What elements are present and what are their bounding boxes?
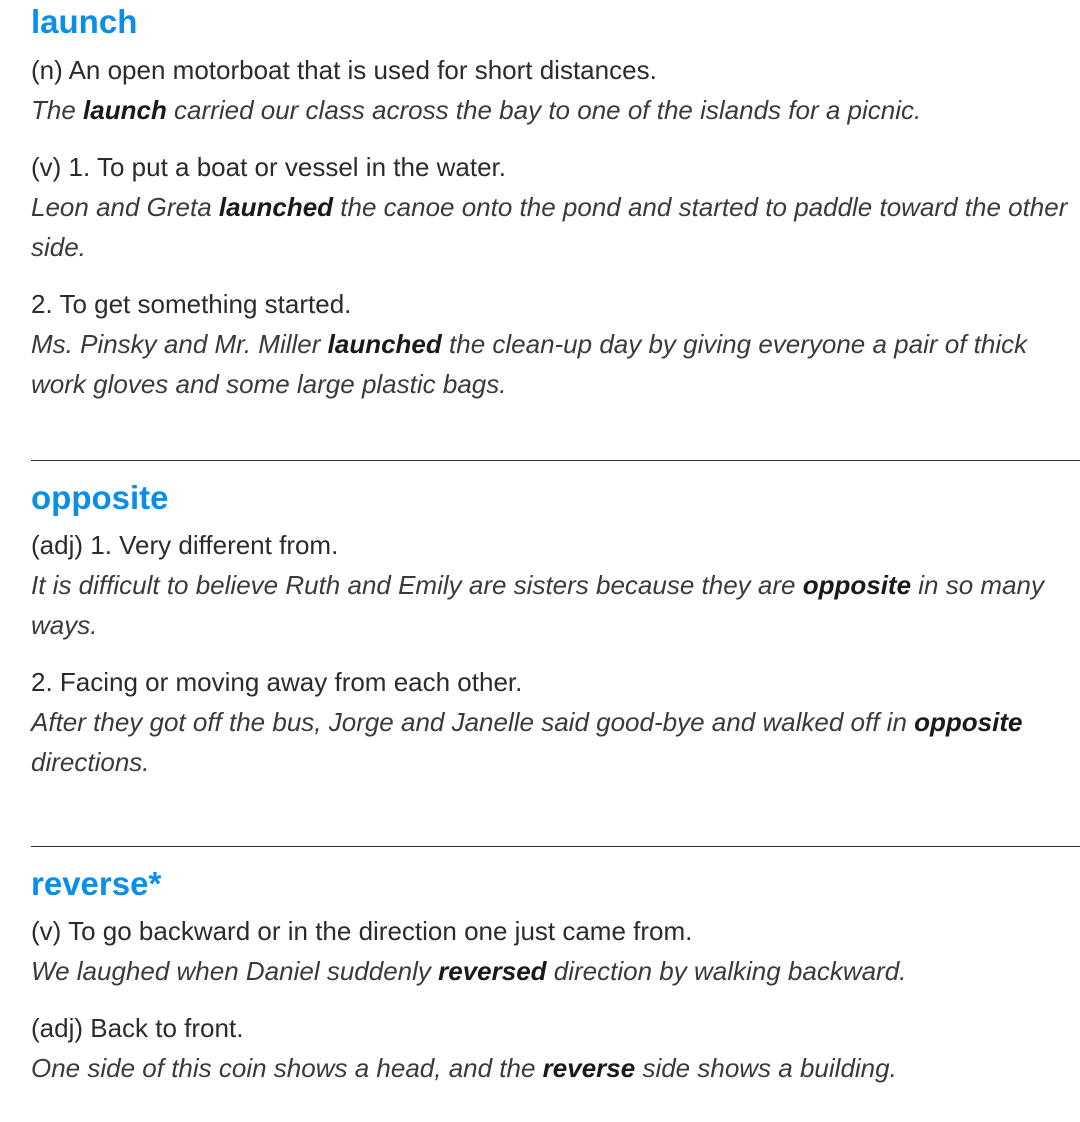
entry-reverse xyxy=(31,864,1071,1083)
example-keyword: launched xyxy=(218,192,334,222)
example-sentence xyxy=(31,90,1071,130)
example-sentence xyxy=(31,951,1071,991)
definition: (v) 1. To put a boat or vessel in the water. xyxy=(31,152,506,182)
entry-opposite xyxy=(31,478,1071,777)
section-divider xyxy=(31,846,1080,847)
example-text-before: After they got off the bus, Jorge and Janelle said good-bye and walked off in xyxy=(31,707,915,737)
example-keyword: reversed xyxy=(438,956,547,986)
example-sentence xyxy=(31,1048,1071,1088)
example-sentence xyxy=(31,702,1071,782)
example-text-before: One side of this coin shows a head, and the xyxy=(31,1053,543,1083)
example-keyword: opposite xyxy=(802,570,912,600)
headword-opposite: opposite xyxy=(31,479,169,516)
example-text-before: Ms. Pinsky and Mr. Miller xyxy=(31,329,328,359)
example-text-before: It is difficult to believe Ruth and Emily are sisters because they are xyxy=(31,570,803,600)
sense-launch-verb-1 xyxy=(31,147,1071,267)
sense-launch-verb-2 xyxy=(31,284,1071,404)
definition: (n) An open motorboat that is used for short distances. xyxy=(31,55,657,85)
sense-opposite-adj-1 xyxy=(31,525,1071,645)
example-text-after: in so many ways. xyxy=(31,570,1044,640)
example-text-after: directions. xyxy=(31,747,150,777)
example-text-after: the canoe onto the pond and started to paddle toward the other side. xyxy=(31,192,1068,262)
section-divider xyxy=(31,460,1080,461)
example-text-after: carried our class across the bay to one of the islands for a picnic. xyxy=(166,95,922,125)
example-keyword: reverse xyxy=(542,1053,636,1083)
example-text-before: The xyxy=(31,95,84,125)
example-text-after: direction by walking backward. xyxy=(546,956,907,986)
sense-opposite-adj-2 xyxy=(31,662,1071,782)
example-sentence xyxy=(31,324,1071,404)
example-text-after: the clean-up day by giving everyone a pair of thick work gloves and some large plastic bags. xyxy=(31,329,1028,399)
definition: (v) To go backward or in the direction one just came from. xyxy=(31,916,693,946)
example-sentence xyxy=(31,565,1071,645)
definition: 2. Facing or moving away from each other. xyxy=(31,667,523,697)
example-keyword: opposite xyxy=(914,707,1023,737)
definition: 2. To get something started. xyxy=(31,289,352,319)
example-keyword: launch xyxy=(83,95,167,125)
example-text-before: We laughed when Daniel suddenly xyxy=(31,956,439,986)
headword-launch: launch xyxy=(31,3,138,40)
sense-reverse-adj xyxy=(31,1008,1071,1088)
example-text-after: side shows a building. xyxy=(635,1053,897,1083)
headword-reverse: reverse* xyxy=(31,865,162,902)
definition: (adj) Back to front. xyxy=(31,1013,244,1043)
example-text-before: Leon and Greta xyxy=(31,192,219,222)
sense-reverse-verb xyxy=(31,911,1071,991)
definition: (adj) 1. Very different from. xyxy=(31,530,339,560)
example-keyword: launched xyxy=(327,329,442,359)
sense-launch-noun xyxy=(31,50,1071,130)
entry-launch xyxy=(31,2,1071,399)
example-sentence xyxy=(31,187,1071,267)
